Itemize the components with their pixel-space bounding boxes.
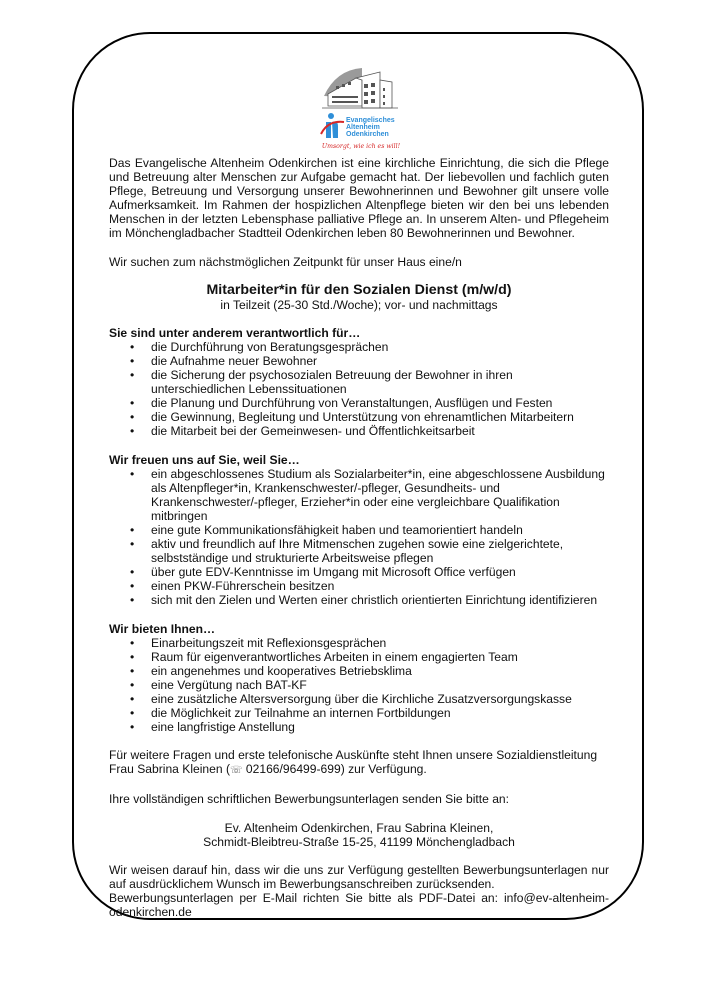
list-item: • die Gewinnung, Begleitung und Unterstützung von ehrenamtlichen Mitarbeitern <box>130 410 574 425</box>
list-item: • die Sicherung der psychosozialen Betreuung der Bewohner in ihren unterschiedlichen Lebenssituationen <box>130 368 513 397</box>
bullet-icon: • <box>130 663 135 678</box>
job-title: Mitarbeiter*in für den Sozialen Dienst (m/w/d) <box>206 281 512 298</box>
building-illustration-icon <box>318 64 404 154</box>
requirements-heading: Wir freuen uns auf Sie, weil Sie… <box>109 452 300 467</box>
bullet-icon: • <box>130 579 135 594</box>
bullet-icon: • <box>130 706 135 721</box>
send-to-line: Ihre vollständigen schriftlichen Bewerbungsunterlagen senden Sie bitte an: <box>109 792 510 807</box>
bullet-icon: • <box>130 466 135 481</box>
list-item: • Einarbeitungszeit mit Reflexionsgesprächen <box>130 635 387 650</box>
list-item: • eine Vergütung nach BAT-KF <box>130 677 307 692</box>
benefits-list <box>109 636 609 735</box>
bullet-icon: • <box>130 396 135 411</box>
responsibilities-heading: Sie sind unter anderem verantwortlich für… <box>109 325 361 340</box>
list-item: • ein abgeschlossenes Studium als Sozialarbeiter*in, eine abgeschlossene Ausbildung als Altenpfleger*in, Krankenschwester/-pfleger, Gesundheits- und Krankenschwester/-pfleger, Erzieher*in oder eine vergleichbare Qualifikation mitbringen <box>130 466 605 523</box>
list-item: • eine zusätzliche Altersversorgung über die Kirchliche Zusatzversorgungskasse <box>130 692 572 706</box>
bullet-icon: • <box>130 692 135 706</box>
phone-icon: ☏ <box>230 765 243 777</box>
bullet-icon: • <box>130 410 135 425</box>
bullet-icon: • <box>130 537 135 552</box>
list-item: • einen PKW-Führerschein besitzen <box>130 579 335 594</box>
bullet-icon: • <box>130 593 135 608</box>
list-item: • eine gute Kommunikationsfähigkeit haben und teamorientiert handeln <box>130 522 523 537</box>
list-item: • aktiv und freundlich auf Ihre Mitmenschen zugehen sowie eine zielgerichtete, selbstständige und strukturierte Arbeitsweise pflegen <box>130 537 564 566</box>
list-item: • ein angenehmes und kooperatives Betriebsklima <box>130 663 412 678</box>
bullet-icon: • <box>130 522 135 537</box>
benefits-heading: Wir bieten Ihnen… <box>109 621 216 636</box>
email-instruction: Bewerbungsunterlagen per E-Mail richten Sie bitte als PDF-Datei an: info@ev-altenheim-odenkirchen.de <box>109 890 609 920</box>
contact-line1: Für weitere Fragen und erste telefonische Auskünfte steht Ihnen unsere Sozialdienstleitung <box>109 748 598 763</box>
bullet-icon: • <box>130 368 135 383</box>
list-item: • die Planung und Durchführung von Veranstaltungen, Ausflügen und Festen <box>130 396 553 411</box>
job-posting-content <box>109 156 609 919</box>
address-line2: Schmidt-Bleibtreu-Straße 15-25, 41199 Mönchengladbach <box>203 834 515 849</box>
bullet-icon: • <box>130 635 135 650</box>
contact-line2: Frau Sabrina Kleinen (☏ 02166/96499-699) zur Verfügung. <box>109 762 427 777</box>
bullet-icon: • <box>130 649 135 664</box>
intro-paragraph: Das Evangelische Altenheim Odenkirchen ist eine kirchliche Einrichtung, die sich die Pflege und Betreuung alter Menschen zur Aufgabe gemacht hat. Der liebevollen und fachlich guten Pflege, Betreuung und Versorgung unserer Bewohnerinnen und Bewohner gilt unsere volle Aufmerksamkeit. Im Rahmen der hospizlichen Altenpflege bieten wir den bei uns lebenden Menschen in der letzten Lebensphase palliative Pflege an. In unserem Alten- und Pflegeheim im Mönchengladbacher Stadtteil Odenkirchen leben 80 Bewohnerinnen und Bewohner. <box>109 156 609 241</box>
bullet-icon: • <box>130 339 135 354</box>
job-subtitle: in Teilzeit (25-30 Std./Woche); vor- und nachmittags <box>220 297 498 312</box>
logo-name-line1: Evangelisches <box>346 117 395 124</box>
list-item: • über gute EDV-Kenntnisse im Umgang mit Microsoft Office verfügen <box>130 565 516 580</box>
bullet-icon: • <box>130 424 135 439</box>
list-item: • eine langfristige Anstellung <box>130 720 295 735</box>
bullet-icon: • <box>130 565 135 580</box>
bullet-icon: • <box>130 353 135 368</box>
logo-figure-head <box>328 113 334 119</box>
bullet-icon: • <box>130 720 135 735</box>
logo-name-line3: Odenkirchen <box>346 131 389 138</box>
logo-slogan: Umsorgt, wie ich es will! <box>321 143 401 150</box>
list-item: • die Mitarbeit bei der Gemeinwesen- und Öffentlichkeitsarbeit <box>130 424 475 439</box>
requirements-list <box>109 467 609 608</box>
address-line1: Ev. Altenheim Odenkirchen, Frau Sabrina Kleinen, <box>224 820 494 835</box>
logo-name-line2: Altenheim <box>346 124 380 131</box>
list-item: • die Möglichkeit zur Teilnahme an internen Fortbildungen <box>130 706 451 721</box>
list-item: • Raum für eigenverantwortliches Arbeiten in einem engagierten Team <box>130 649 518 664</box>
list-item: • sich mit den Zielen und Werten einer christlich orientierten Einrichtung identifizieren <box>130 593 598 608</box>
list-item: • die Durchführung von Beratungsgesprächen <box>130 339 389 354</box>
responsibilities-list <box>109 340 609 439</box>
notice-paragraph: Wir weisen darauf hin, dass wir die uns zur Verfügung gestellten Bewerbungsunterlagen nur auf ausdrücklichem Wunsch im Bewerbungsanschreiben zurücksenden. <box>109 862 609 891</box>
phone-number: 02166/96499-699 <box>242 762 341 777</box>
search-line: Wir suchen zum nächstmöglichen Zeitpunkt für unser Haus eine/n <box>109 254 462 269</box>
organization-logo <box>318 64 404 154</box>
bullet-icon: • <box>130 677 135 692</box>
list-item: • die Aufnahme neuer Bewohner <box>130 353 318 368</box>
